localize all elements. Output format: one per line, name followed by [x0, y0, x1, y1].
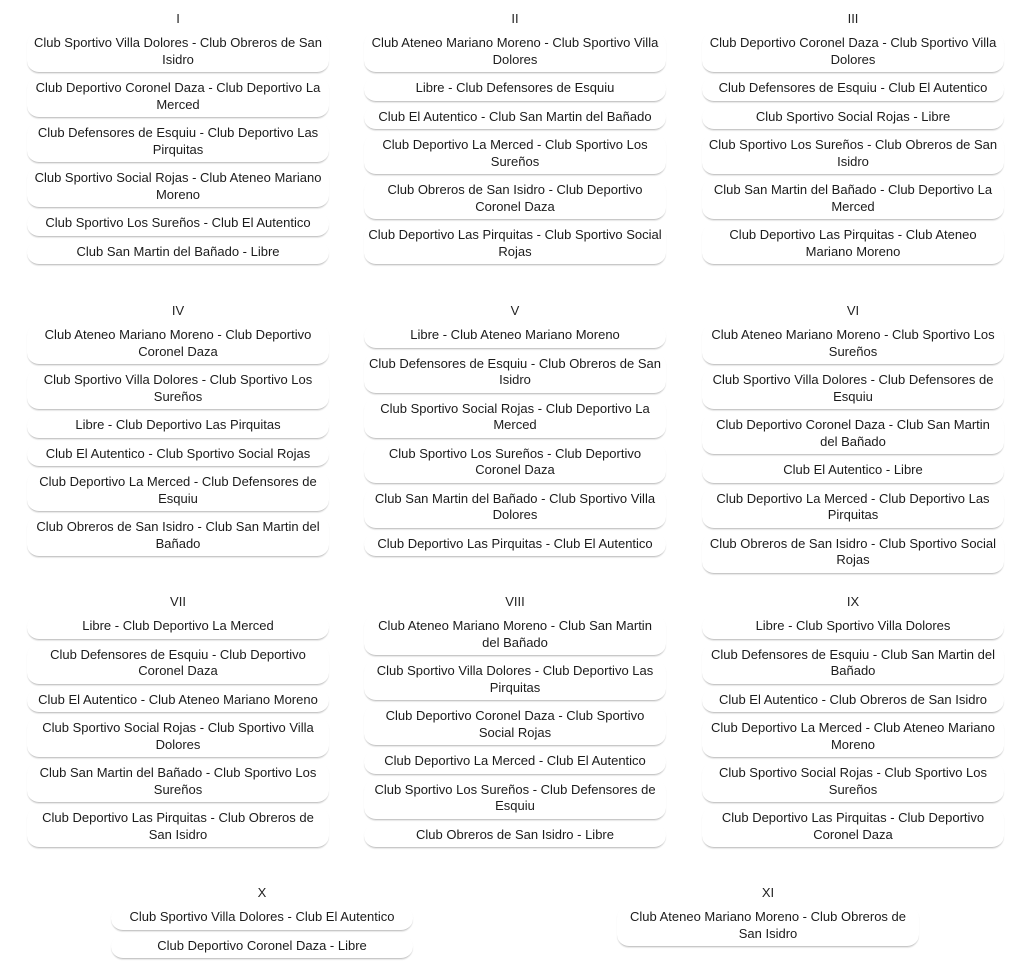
match-item: Club Sportivo Villa Dolores - Club Defensores de Esquiu [702, 369, 1004, 410]
match-item: Club Deportivo La Merced - Club Defensores de Esquiu [27, 471, 329, 512]
match-item: Club San Martin del Bañado - Club Deportivo La Merced [702, 179, 1004, 220]
round-5 [364, 292, 666, 561]
round-title: VII [170, 594, 186, 609]
round-title: XI [761, 885, 775, 900]
match-item: Club El Autentico - Club Ateneo Mariano Moreno [27, 689, 329, 714]
match-item: Club Obreros de San Isidro - Libre [364, 824, 666, 849]
match-item: Club Obreros de San Isidro - Club San Martin del Bañado [27, 516, 329, 557]
round-11 [617, 874, 919, 951]
match-item: Club Deportivo Coronel Daza - Club Deportivo La Merced [27, 77, 329, 118]
match-item: Club Defensores de Esquiu - Club Deportivo Las Pirquitas [27, 122, 329, 163]
match-item: Club San Martin del Bañado - Club Sportivo Villa Dolores [364, 488, 666, 529]
match-item: Club Ateneo Mariano Moreno - Club Deportivo Coronel Daza [27, 324, 329, 365]
match-item: Club Defensores de Esquiu - Club Obreros de San Isidro [364, 353, 666, 394]
round-title: V [510, 303, 520, 318]
match-item: Club Defensores de Esquiu - Club San Martin del Bañado [702, 644, 1004, 685]
match-item: Club Sportivo Los Sureños - Club Deportivo Coronel Daza [364, 443, 666, 484]
match-item: Club Sportivo Villa Dolores - Club El Autentico [111, 906, 413, 931]
match-item: Club Sportivo Social Rojas - Club Sportivo Los Sureños [702, 762, 1004, 803]
match-item: Club Ateneo Mariano Moreno - Club Obreros de San Isidro [617, 906, 919, 947]
round-title: IV [171, 303, 185, 318]
match-item: Club Ateneo Mariano Moreno - Club San Martin del Bañado [364, 615, 666, 656]
match-item: Club Sportivo Villa Dolores - Club Obreros de San Isidro [27, 32, 329, 73]
match-item: Club Sportivo Social Rojas - Libre [702, 106, 1004, 131]
round-title: IX [846, 594, 860, 609]
match-item: Club Deportivo Las Pirquitas - Club Deportivo Coronel Daza [702, 807, 1004, 848]
match-item: Club Sportivo Social Rojas - Club Deportivo La Merced [364, 398, 666, 439]
match-item: Club Sportivo Los Sureños - Club El Autentico [27, 212, 329, 237]
round-title: III [847, 11, 859, 26]
match-item: Club Sportivo Villa Dolores - Club Sportivo Los Sureños [27, 369, 329, 410]
match-item: Club Deportivo Las Pirquitas - Club Ateneo Mariano Moreno [702, 224, 1004, 265]
match-item: Libre - Club Defensores de Esquiu [364, 77, 666, 102]
match-item: Club Deportivo Coronel Daza - Club Sportivo Villa Dolores [702, 32, 1004, 73]
match-item: Club Deportivo La Merced - Club Sportivo Los Sureños [364, 134, 666, 175]
match-item: Club Deportivo La Merced - Club Deportivo Las Pirquitas [702, 488, 1004, 529]
match-item: Club Deportivo Coronel Daza - Club Sportivo Social Rojas [364, 705, 666, 746]
match-item: Club El Autentico - Club Obreros de San Isidro [702, 689, 1004, 714]
match-item: Club Deportivo Las Pirquitas - Club Sportivo Social Rojas [364, 224, 666, 265]
round-10 [111, 874, 413, 963]
match-item: Libre - Club Ateneo Mariano Moreno [364, 324, 666, 349]
match-item: Club Obreros de San Isidro - Club Sportivo Social Rojas [702, 533, 1004, 574]
match-item: Club Deportivo La Merced - Club El Autentico [364, 750, 666, 775]
match-item: Club Ateneo Mariano Moreno - Club Sportivo Los Sureños [702, 324, 1004, 365]
match-item: Libre - Club Deportivo Las Pirquitas [27, 414, 329, 439]
match-item: Club El Autentico - Libre [702, 459, 1004, 484]
match-item: Club Deportivo Coronel Daza - Libre [111, 935, 413, 960]
round-8 [364, 583, 666, 852]
round-title: I [176, 11, 180, 26]
match-item: Club Ateneo Mariano Moreno - Club Sportivo Villa Dolores [364, 32, 666, 73]
match-item: Club Obreros de San Isidro - Club Deportivo Coronel Daza [364, 179, 666, 220]
match-item: Club Deportivo La Merced - Club Ateneo Mariano Moreno [702, 717, 1004, 758]
round-7 [27, 583, 329, 852]
match-item: Libre - Club Sportivo Villa Dolores [702, 615, 1004, 640]
round-2 [364, 0, 666, 269]
match-item: Club El Autentico - Club San Martin del Bañado [364, 106, 666, 131]
match-item: Club Sportivo Los Sureños - Club Defensores de Esquiu [364, 779, 666, 820]
match-item: Club San Martin del Bañado - Libre [27, 241, 329, 266]
round-1 [27, 0, 329, 269]
match-item: Club Defensores de Esquiu - Club El Autentico [702, 77, 1004, 102]
match-item: Club Sportivo Social Rojas - Club Ateneo Mariano Moreno [27, 167, 329, 208]
match-item: Club Deportivo Las Pirquitas - Club El Autentico [364, 533, 666, 558]
match-item: Club Sportivo Social Rojas - Club Sportivo Villa Dolores [27, 717, 329, 758]
match-item: Club El Autentico - Club Sportivo Social Rojas [27, 443, 329, 468]
round-9 [702, 583, 1004, 852]
round-title: II [511, 11, 519, 26]
round-6 [702, 292, 1004, 578]
match-item: Club Sportivo Los Sureños - Club Obreros de San Isidro [702, 134, 1004, 175]
match-item: Club Deportivo Las Pirquitas - Club Obreros de San Isidro [27, 807, 329, 848]
match-item: Club Sportivo Villa Dolores - Club Deportivo Las Pirquitas [364, 660, 666, 701]
match-item: Libre - Club Deportivo La Merced [27, 615, 329, 640]
round-title: VI [846, 303, 860, 318]
round-3 [702, 0, 1004, 269]
round-title: X [257, 885, 267, 900]
round-title: VIII [505, 594, 525, 609]
match-item: Club Deportivo Coronel Daza - Club San Martin del Bañado [702, 414, 1004, 455]
match-item: Club San Martin del Bañado - Club Sportivo Los Sureños [27, 762, 329, 803]
match-item: Club Defensores de Esquiu - Club Deportivo Coronel Daza [27, 644, 329, 685]
round-4 [27, 292, 329, 561]
